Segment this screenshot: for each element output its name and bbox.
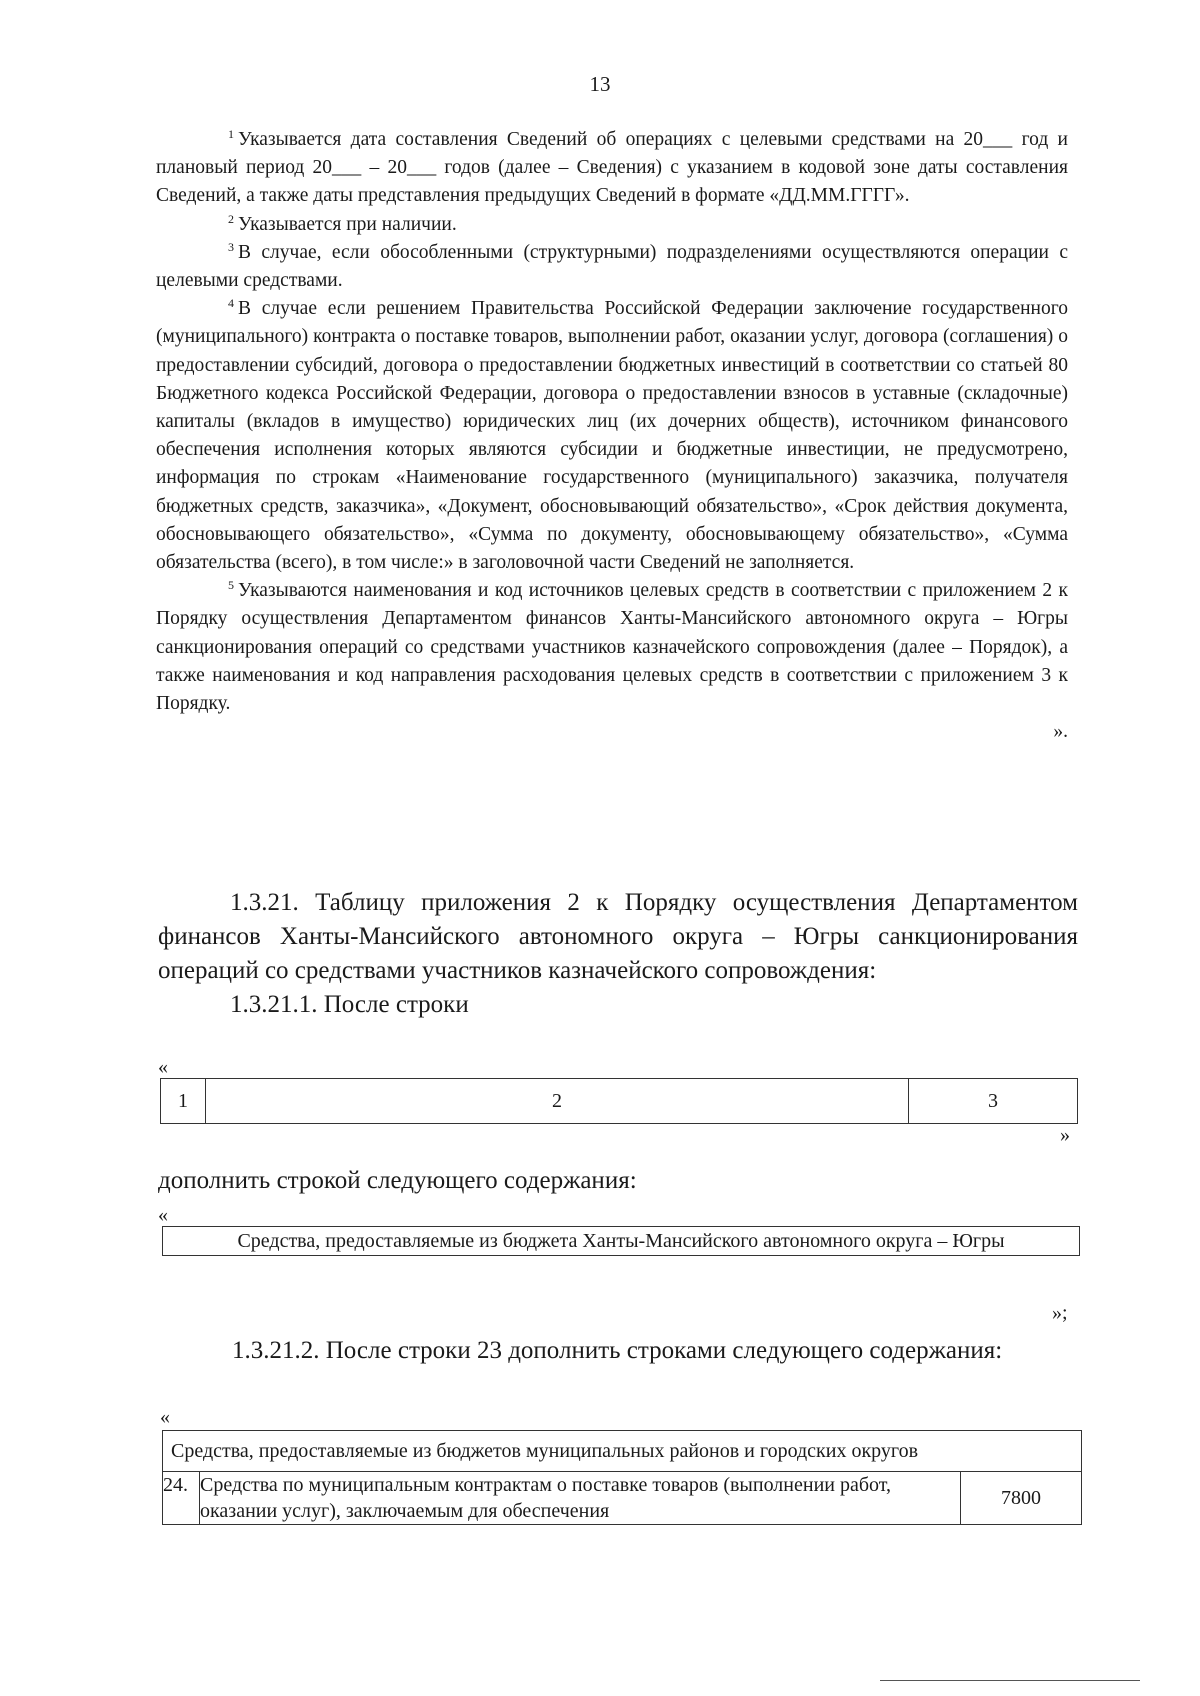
footnote-mark: 5 [228, 578, 234, 593]
footnote-text: Указывается при наличии. [238, 213, 457, 235]
table-row [163, 1431, 1082, 1472]
footnote-5 [156, 577, 1068, 718]
paragraph-text: 1.3.21.2. После строки 23 дополнить строками следующего содержания: [232, 1337, 1003, 1364]
table-cell-row-text: Средства по муниципальным контрактам о поставке товаров (выполнении работ, оказании услуг), заключаемым для обеспечения [200, 1472, 961, 1525]
table-row [163, 1472, 1082, 1525]
table-cell-col3: 3 [909, 1079, 1078, 1124]
table-header-row [160, 1078, 1078, 1124]
paragraph-1-3-21 [158, 886, 1078, 1022]
table-cell-row-code: 7800 [961, 1472, 1082, 1525]
opening-quote: « [160, 1406, 170, 1428]
paragraph-text: 1.3.21. Таблицу приложения 2 к Порядку осуществления Департаментом финансов Ханты-Мансийского автономного округа – Югры санкционирования операций со средствами участников казначейского сопровождения: [158, 889, 1078, 984]
footnote-1 [156, 126, 1068, 211]
table-row [161, 1079, 1078, 1124]
opening-quote: « [158, 1204, 168, 1226]
footnote-4 [156, 295, 1068, 577]
footnote-2 [156, 211, 1068, 239]
bottom-divider [880, 1680, 1140, 1681]
footnote-mark: 1 [228, 127, 234, 141]
paragraph-text: дополнить строкой следующего содержания: [158, 1167, 637, 1194]
footnote-mark: 3 [228, 239, 234, 254]
closing-quote: » [1060, 1124, 1070, 1146]
footnotes-closing-quote: ». [1053, 721, 1068, 743]
paragraph-1-3-21-1: 1.3.21.1. После строки [230, 991, 469, 1018]
footnote-3 [156, 239, 1068, 295]
closing-quote-semicolon: »; [1052, 1302, 1068, 1324]
table-municipal-budgets [162, 1430, 1082, 1525]
paragraph-add-row [158, 1164, 1078, 1198]
footnote-mark: 4 [228, 296, 234, 311]
footnote-mark: 2 [228, 211, 234, 226]
paragraph-1-3-21-2 [160, 1334, 1080, 1368]
opening-quote: « [158, 1056, 168, 1078]
footnote-text: В случае если решением Правительства Российской Федерации заключение государственного (муниципального) контракта о поставке товаров, выполнении работ, оказании услуг, договора (соглашения) о предоставлении субсидий, договора о предоставлении бюджетных инвестиций в соответствии со статьей 80 Бюджетного кодекса Российской Федерации, договора о предоставлении взносов в уставные (складочные) капиталы (вкладов в имущество) юридических лиц (их дочерних обществ), источником финансового обеспечения исполнения которых являются субсидии и бюджетные инвестиции, не предусмотрено, информация по строкам «Наименование государственного (муниципального) заказчика, получателя бюджетных средств, заказчика», «Документ, обосновывающий обязательство», «Срок действия документа, обосновывающего обязательство», «Сумма по документу, обосновывающему обязательство», «Сумма обязательства (всего), в том числе:» в заголовочной части Сведений не заполняется. [156, 298, 1068, 574]
table-cell-col2: 2 [206, 1079, 909, 1124]
table-okrug-budget [162, 1226, 1080, 1256]
footnotes [156, 126, 1068, 746]
table-row [163, 1227, 1080, 1256]
table-section-header: Средства, предоставляемые из бюджетов муниципальных районов и городских округов [163, 1431, 1082, 1472]
footnote-text: Указываются наименования и код источников целевых средств в соответствии с приложением 2 к Порядку осуществления Департаментом финансов Ханты-Мансийского автономного округа – Югры санкционирования операций со средствами участников казначейского сопровождения (далее – Порядок), а также наименования и код направления расходования целевых средств в соответствии с приложением 3 к Порядку. [156, 580, 1068, 715]
table-cell-col1: 1 [161, 1079, 206, 1124]
page-number: 13 [589, 72, 611, 96]
footnote-text: В случае, если обособленными (структурными) подразделениями осуществляются операции с целевыми средствами. [156, 241, 1068, 292]
table-cell-row-number: 24. [163, 1472, 200, 1525]
table-cell-text: Средства, предоставляемые из бюджета Ханты-Мансийского автономного округа – Югры [163, 1227, 1080, 1256]
footnote-text: Указывается дата составления Сведений об операциях с целевыми средствами на 20___ год и плановый период 20___ – 20___ годов (далее – Сведения) с указанием в кодовой зоне даты составления Сведений, а также даты представления предыдущих Сведений в формате «ДД.ММ.ГГГГ». [156, 129, 1068, 207]
